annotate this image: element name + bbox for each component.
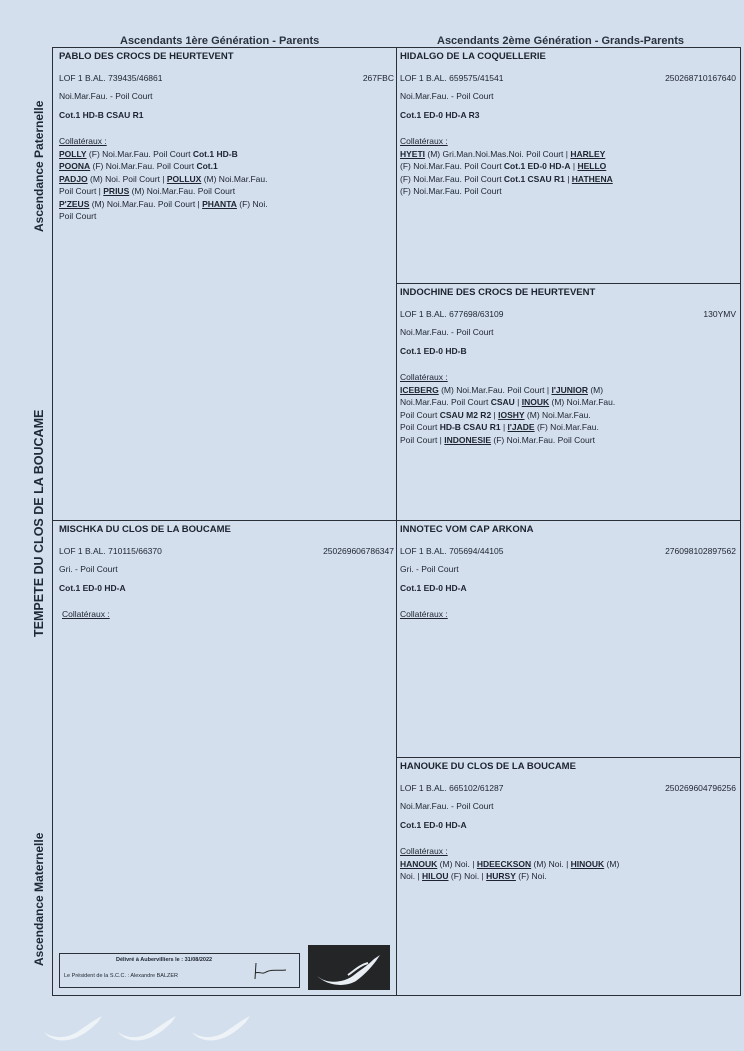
greyhound-watermark-icon	[114, 1008, 184, 1042]
side-label-maternal: Ascendance Maternelle	[32, 832, 46, 966]
collateral-name: ICEBERG	[400, 384, 439, 395]
collateral-name: P'ZEUS	[59, 198, 90, 209]
delivery-date: Délivré à Aubervilliers le : 31/08/2022	[116, 957, 213, 963]
collaterals-title: Collatéraux :	[400, 372, 448, 382]
identification-number: 250269606786347	[323, 545, 394, 556]
collateral-name: POLLUX	[166, 173, 202, 184]
collateral-name: PRIUS	[103, 186, 130, 196]
collateral-name: I'JUNIOR	[551, 384, 588, 395]
collateral-health: HD-B CSAU R1	[439, 422, 501, 432]
coat-color: Noi.Mar.Fau. - Poil Court	[400, 801, 494, 811]
collateral-name: HARLEY	[570, 148, 606, 159]
collaterals-list: HYETI (M) Gri.Man.Noi.Mas.Noi. Poil Court | HARLEY (F) Noi.Mar.Fau. Poil Court Cot.1 ED-0 HD-A | HELLO (F) Noi.Mar.Fau. Poil Court Cot.1 CSAU R1 | HATHENA (F) Noi.Mar.Fau. Poil Court	[400, 148, 613, 196]
coat-color: Noi.Mar.Fau. - Poil Court	[59, 91, 153, 101]
collateral-name: IOSHY	[498, 409, 525, 420]
lof-line	[400, 72, 736, 85]
collateral-name: I'JADE	[507, 422, 535, 432]
lof-number: LOF 1 B.AL. 677698/63109	[400, 308, 504, 319]
identification-number: 276098102897562	[665, 545, 736, 556]
collateral-name: INOUK	[521, 397, 550, 407]
health-results: Cot.1 ED-0 HD-A R3	[400, 109, 480, 120]
ancestor-name: HIDALGO DE LA COQUELLERIE	[400, 51, 546, 62]
coat-color: Noi.Mar.Fau. - Poil Court	[400, 327, 494, 337]
side-label-paternal: Ascendance Paternelle	[32, 100, 46, 232]
president-name: Le Président de la S.C.C. : Alexandre BALZER	[64, 973, 179, 979]
ancestor-name: HANOUKE DU CLOS DE LA BOUCAME	[400, 761, 576, 772]
delivery-stamp	[59, 953, 300, 988]
ancestor-cell-maternal-grandsire	[400, 524, 736, 621]
ancestor-name: INNOTEC VOM CAP ARKONA	[400, 524, 534, 535]
collateral-health: Cot.1	[196, 161, 218, 171]
collaterals-title: Collatéraux :	[400, 846, 448, 856]
side-label-subject: TEMPETE DU CLOS DE LA BOUCAME	[32, 409, 46, 637]
ancestor-name: INDOCHINE DES CROCS DE HEURTEVENT	[400, 287, 596, 298]
lof-number: LOF 1 B.AL. 705694/44105	[400, 545, 504, 556]
health-results: Cot.1 ED-0 HD-A	[400, 582, 467, 593]
lof-number: LOF 1 B.AL. 665102/61287	[400, 782, 504, 793]
collaterals-title: Collatéraux :	[62, 609, 110, 619]
collateral-name: HELLO	[577, 161, 607, 171]
header-parents: Ascendants 1ère Génération - Parents	[120, 35, 320, 47]
identification-number: 250269604796256	[665, 782, 736, 793]
signature-icon	[250, 959, 290, 981]
collateral-name: PADJO	[59, 173, 88, 184]
collaterals-list: POLLY (F) Noi.Mar.Fau. Poil Court Cot.1 HD-B POONA (F) Noi.Mar.Fau. Poil Court Cot.1 PADJO (M) Noi. Poil Court | POLLUX (M) Noi.Mar.Fau. Poil Court | PRIUS (M) Noi.Mar.Fau. Poil Court P'ZEUS (M) Noi.Mar.Fau. Poil Court | PHANTA (F) Noi. Poil Court	[59, 148, 268, 221]
lof-line	[59, 545, 394, 558]
greyhound-watermark-icon	[188, 1008, 258, 1042]
lof-number: LOF 1 B.AL. 739435/46861	[59, 72, 163, 83]
coat-color: Gri. - Poil Court	[59, 564, 118, 574]
lof-number: LOF 1 B.AL. 659575/41541	[400, 72, 504, 83]
collaterals-title: Collatéraux :	[59, 136, 107, 146]
collateral-name: INDONESIE	[444, 434, 492, 445]
ancestor-name: PABLO DES CROCS DE HEURTEVENT	[59, 51, 234, 62]
health-results: Cot.1 HD-B CSAU R1	[59, 109, 144, 120]
grid-divider	[396, 283, 741, 284]
collateral-name: HDEECKSON	[476, 858, 532, 869]
coat-color: Noi.Mar.Fau. - Poil Court	[400, 91, 494, 101]
header-grandparents: Ascendants 2ème Génération - Grands-Parents	[437, 35, 684, 47]
grid-divider	[396, 757, 741, 758]
greyhound-watermark-icon	[40, 1008, 110, 1042]
collateral-health: Cot.1 CSAU R1	[503, 173, 565, 184]
ancestor-name: MISCHKA DU CLOS DE LA BOUCAME	[59, 524, 231, 535]
collateral-name: HINOUK	[570, 858, 605, 869]
ancestor-cell-sire	[59, 51, 394, 223]
ancestor-cell-paternal-granddam	[400, 287, 736, 446]
identification-number: 250268710167640	[665, 72, 736, 83]
identification-number: 130YMV	[703, 308, 736, 319]
grid-divider	[396, 47, 397, 996]
collateral-name: HURSY	[486, 871, 516, 881]
collaterals-title: Collatéraux :	[400, 609, 448, 619]
collateral-name: HATHENA	[571, 173, 613, 184]
ancestor-cell-maternal-granddam	[400, 761, 736, 883]
grid-divider	[52, 520, 741, 521]
coat-color: Gri. - Poil Court	[400, 564, 459, 574]
lof-line	[59, 72, 394, 85]
collateral-name: HYETI	[400, 148, 426, 159]
ancestor-cell-dam	[59, 524, 394, 621]
collateral-health: CSAU M2 R2	[439, 409, 492, 420]
collateral-name: POLLY	[59, 148, 87, 159]
collateral-name: PHANTA	[202, 198, 237, 209]
health-results: Cot.1 ED-0 HD-A	[59, 582, 126, 593]
lof-line	[400, 308, 736, 321]
collateral-health: Cot.1 HD-B	[192, 148, 238, 159]
collateral-health: CSAU	[490, 397, 515, 407]
health-results: Cot.1 ED-0 HD-B	[400, 345, 467, 356]
ancestor-cell-paternal-grandsire	[400, 51, 736, 198]
health-results: Cot.1 ED-0 HD-A	[400, 819, 467, 830]
collateral-name: POONA	[59, 161, 91, 171]
lof-line	[400, 545, 736, 558]
lof-number: LOF 1 B.AL. 710115/66370	[59, 545, 162, 556]
collaterals-list: ICEBERG (M) Noi.Mar.Fau. Poil Court | I'JUNIOR (M) Noi.Mar.Fau. Poil Court CSAU | INOUK (M) Noi.Mar.Fau. Poil Court CSAU M2 R2 | IOSHY (M) Noi.Mar.Fau. Poil Court HD-B CSAU R1 | I'JADE (F) Noi.Mar.Fau. Poil Court | INDONESIE (F) Noi.Mar.Fau. Poil Court	[400, 384, 616, 445]
lof-line	[400, 782, 736, 795]
greyhound-logo-icon	[308, 945, 390, 990]
collateral-health: Cot.1 ED-0 HD-A	[503, 161, 571, 171]
collateral-name: HILOU	[422, 871, 449, 881]
collaterals-title: Collatéraux :	[400, 136, 448, 146]
collateral-name: HANOUK	[400, 858, 438, 869]
collaterals-list: HANOUK (M) Noi. | HDEECKSON (M) Noi. | HINOUK (M) Noi. | HILOU (F) Noi. | HURSY (F) Noi.	[400, 858, 620, 881]
identification-number: 267FBC	[362, 72, 394, 83]
